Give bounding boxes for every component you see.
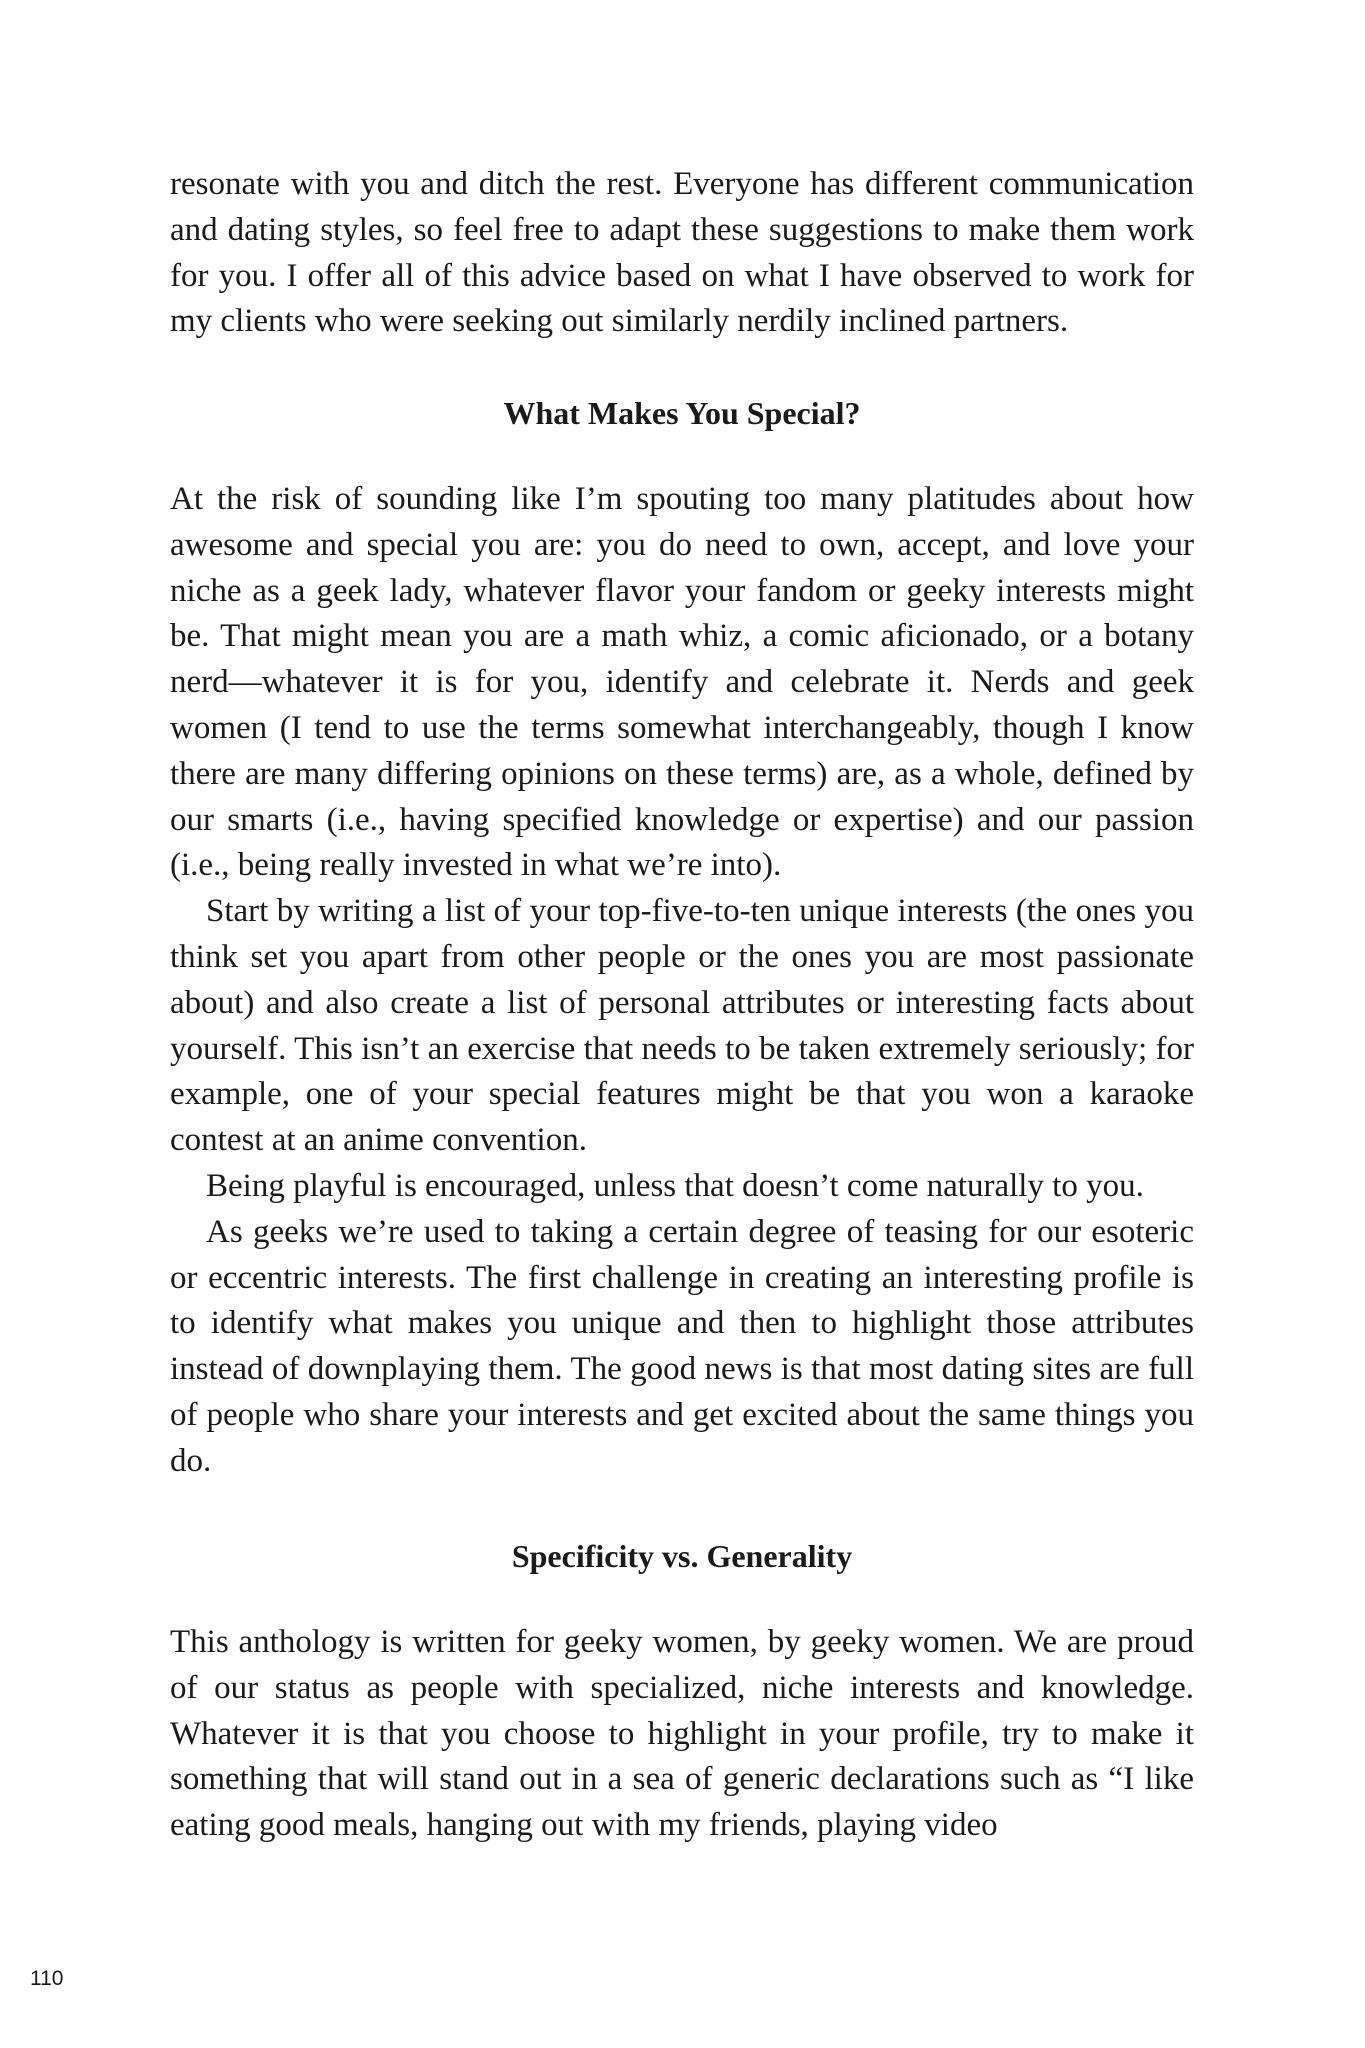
paragraph: As geeks we’re used to taking a certain degree of teasing for our esoteric or eccentric interests. The first challenge in creating an interesting profile is to identify what makes you unique and then to highlight those attributes instead of downplaying them. The good news is that most dating sites are full of people who share your interests and get excited about the same things you do. bbox=[170, 1213, 1194, 1479]
opening-paragraph: resonate with you and ditch the rest. Everyone has different communication and dating styles, so feel free to adapt these suggestions to make them work for you. I offer all of this advice based on what I have observed to work for my clients who were seeking out similarly nerdily inclined partners. bbox=[170, 166, 1194, 340]
page-number: 110 bbox=[30, 1967, 64, 1990]
paragraph: Start by writing a list of your top-five-to-ten unique interests (the ones you think set you apart from other people or the ones you are most passionate about) and also create a list of personal attributes or interesting facts about yourself. This isn’t an exercise that needs to be taken extremely seriously; for example, one of your special features might be that you won a karaoke contest at an anime convention. bbox=[170, 893, 1194, 1159]
paragraph: Being playful is encouraged, unless that doesn’t come naturally to you. bbox=[206, 1167, 1144, 1204]
section-heading-specificity-vs-generality: Specificity vs. Generality bbox=[511, 1538, 853, 1574]
paragraph: This anthology is written for geeky women, by geeky women. We are proud of our status as people with specialized, niche interests and knowledge. Whatever it is that you choose to highlight in your profile, try to make it something that will stand out in a sea of generic declarations such as “I like eating good meals, hanging out with my friends, playing video bbox=[170, 1624, 1194, 1844]
paragraph: At the risk of sounding like I’m spouting too many platitudes about how awesome and special you are: you do need to own, accept, and love your niche as a geek lady, whatever flavor your fandom or geeky interests might be. That might mean you are a math whiz, a comic aficionado, or a botany nerd—whatever it is for you, identify and celebrate it. Nerds and geek women (I tend to use the terms somewhat interchangeably, though I know there are many differing opinions on these terms) are, as a whole, defined by our smarts (i.e., having specified knowledge or expertise) and our passion (i.e., being really invested in what we’re into). bbox=[170, 481, 1194, 884]
section-body-what-makes-you-special bbox=[170, 477, 1194, 1485]
opening-text bbox=[170, 162, 1194, 345]
section-heading-what-makes-you-special: What Makes You Special? bbox=[503, 395, 861, 431]
section-body-specificity-vs-generality bbox=[170, 1620, 1194, 1849]
